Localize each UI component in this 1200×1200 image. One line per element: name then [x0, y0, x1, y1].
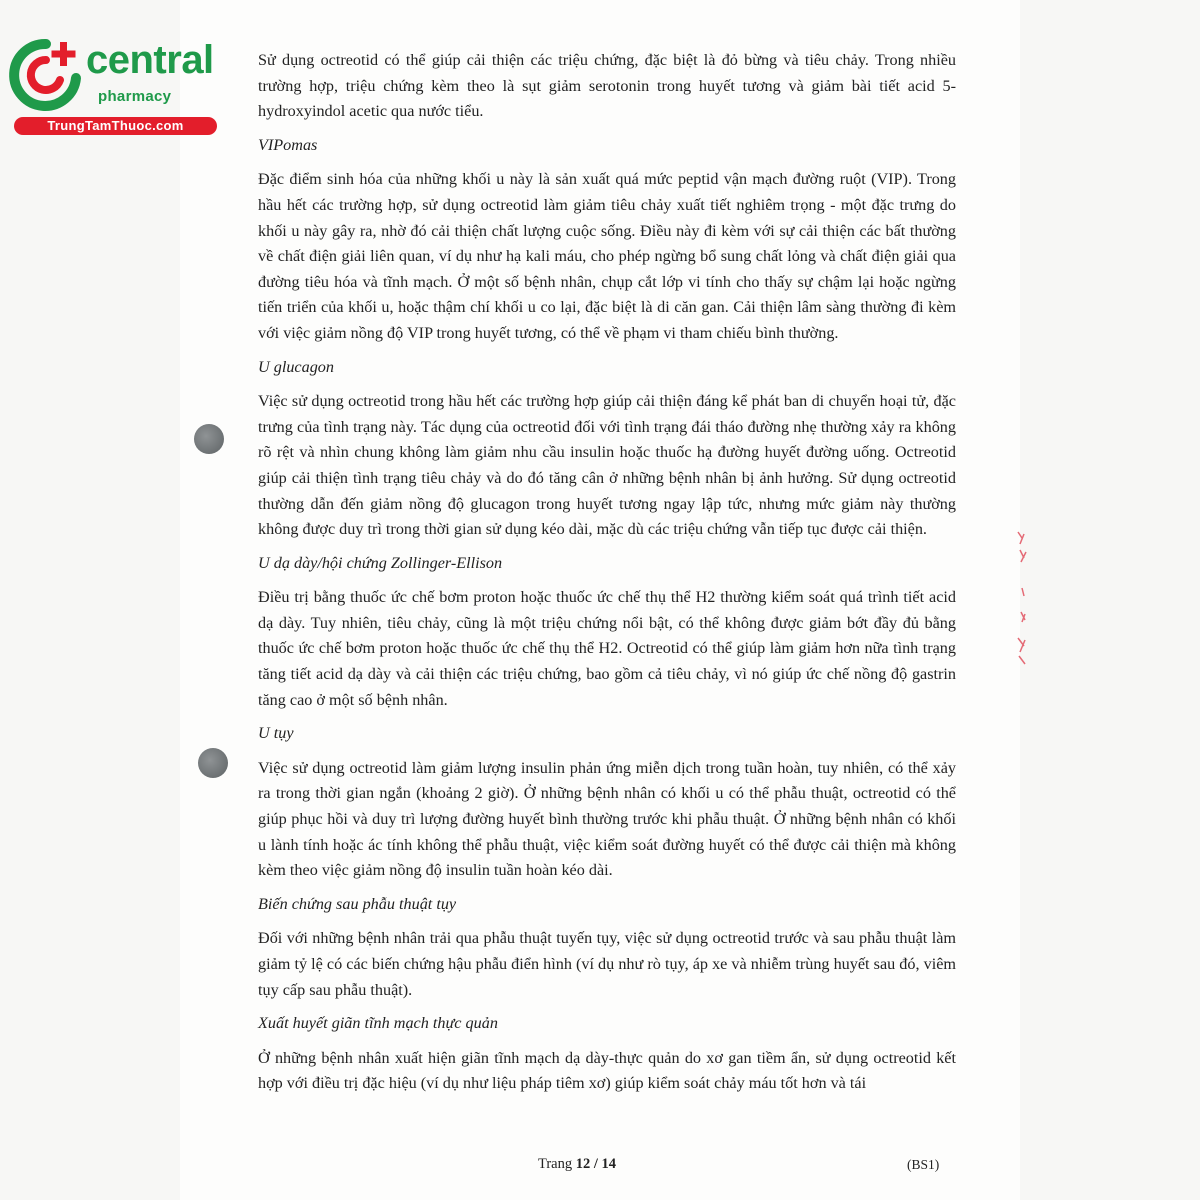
logo-url-badge[interactable]: TrungTamThuoc.com [14, 117, 217, 135]
document-code: (BS1) [907, 1157, 940, 1172]
page-count: 12 / 14 [575, 1156, 617, 1172]
red-stamp-marks [1012, 530, 1032, 680]
paragraph-vipomas: Đặc điểm sinh hóa của những khối u này là sản xuất quá mức peptid vận mạch đường ruột (VIP). Trong hầu hết các trường hợp, sử dụng octreotid làm giảm tiêu chảy xuất tiết nghiêm trọng - một đặc trưng do khối u này gây ra, nhờ đó cải thiện chất lượng cuộc sống. Điều này đi kèm với sự cải thiện các bất thường về chất điện giải liên quan, ví dụ như hạ kali máu, cho phép ngừng bổ sung chất lỏng và chất điện giải qua đường tiêu hóa và tĩnh mạch. Ở một số bệnh nhân, chụp cắt lớp vi tính cho thấy sự chậm lại hoặc ngừng tiến triển của khối u, hoặc thậm chí khối u co lại, đặc biệt là di căn gan. Cải thiện lâm sàng thường đi kèm với việc giảm nồng độ VIP trong huyết tương, có thể về phạm vi tham chiếu bình thường. [258, 170, 956, 342]
page-number [538, 1156, 616, 1173]
page-prefix: Trang [538, 1156, 573, 1172]
section-heading-vipomas: VIPomas [258, 135, 318, 154]
logo-mark-icon [8, 36, 88, 116]
logo-sub-text: pharmacy [98, 88, 172, 105]
punch-hole [194, 424, 224, 454]
section-heading-glucagon: U glucagon [258, 357, 334, 376]
paragraph-intro: Sử dụng octreotid có thể giúp cải thiện các triệu chứng, đặc biệt là đỏ bừng và tiêu chảy. Trong nhiều trường hợp, triệu chứng kèm theo là sụt giảm serotonin trong huyết tương và giảm bài tiết acid 5-hydroxyindol acetic qua nước tiểu. [258, 51, 956, 121]
paragraph-glucagon: Việc sử dụng octreotid trong hầu hết các trường hợp giúp cải thiện đáng kể phát ban di chuyển hoại tử, đặc trưng của tình trạng này. Tác dụng của octreotid đối với tình trạng đái tháo đường nhẹ thường xảy ra không rõ rệt và nhìn chung không làm giảm nhu cầu insulin hoặc thuốc hạ đường huyết đường uống. Octreotid giúp cải thiện tình trạng tiêu chảy và do đó tăng cân ở những bệnh nhân bị ảnh hưởng. Sử dụng octreotid thường dẫn đến giảm nồng độ glucagon trong huyết tương ngay lập tức, nhưng mức giảm này thường không được duy trì trong thời gian sử dụng kéo dài, mặc dù các triệu chứng vẫn tiếp tục được cải thiện. [258, 392, 956, 539]
paragraph-pancreatic-surgery: Đối với những bệnh nhân trải qua phẫu thuật tuyến tụy, việc sử dụng octreotid trước và sau phẫu thuật làm giảm tỷ lệ có các biến chứng hậu phẫu điển hình (ví dụ như rò tụy, áp xe và nhiễm trùng huyết sau đó, viêm tụy cấp sau phẫu thuật). [258, 929, 956, 999]
paragraph-zollinger-ellison: Điều trị bằng thuốc ức chế bơm proton hoặc thuốc ức chế thụ thể H2 thường kiểm soát quá trình tiết acid dạ dày. Tuy nhiên, tiêu chảy, cũng là một triệu chứng nổi bật, có thể không được giảm bớt đầy đủ bằng thuốc ức chế bơm proton hoặc thuốc ức chế thụ thể H2. Octreotid có thể giúp làm giảm hơn nữa tình trạng tăng tiết acid dạ dày và cải thiện các triệu chứng, bao gồm cả tiêu chảy, vì nó giúp ức chế nồng độ gastrin tăng cao ở một số bệnh nhân. [258, 588, 956, 709]
document-body [258, 48, 956, 1097]
paragraph-pancreatic-tumor: Việc sử dụng octreotid làm giảm lượng insulin phản ứng miễn dịch trong tuần hoàn, tuy nhiên, có thể xảy ra trong thời gian ngắn (khoảng 2 giờ). Ở những bệnh nhân có khối u có thể phẫu thuật, octreotid có thể giúp phục hồi và duy trì lượng đường huyết bình thường trước khi phẫu thuật. Ở những bệnh nhân có khối u lành tính hoặc ác tính không thể phẫu thuật, việc kiểm soát đường huyết có thể được cải thiện mà không kèm theo việc giảm nồng độ insulin tuần hoàn kéo dài. [258, 758, 956, 880]
logo-brand-text: central [86, 38, 214, 82]
section-heading-varices: Xuất huyết giãn tĩnh mạch thực quản [258, 1014, 498, 1033]
central-pharmacy-logo[interactable] [8, 36, 218, 140]
paragraph-varices: Ở những bệnh nhân xuất hiện giãn tĩnh mạch dạ dày-thực quản do xơ gan tiềm ẩn, sử dụng octreotid kết hợp với điều trị đặc hiệu (ví dụ như liệu pháp tiêm xơ) giúp kiểm soát chảy máu tốt hơn và tái [258, 1048, 956, 1093]
punch-hole [198, 748, 228, 778]
section-heading-pancreatic-surgery: Biến chứng sau phẫu thuật tụy [258, 894, 457, 913]
section-heading-pancreatic-tumor: U tụy [258, 724, 294, 743]
section-heading-zollinger-ellison: U dạ dày/hội chứng Zollinger-Ellison [258, 553, 503, 572]
